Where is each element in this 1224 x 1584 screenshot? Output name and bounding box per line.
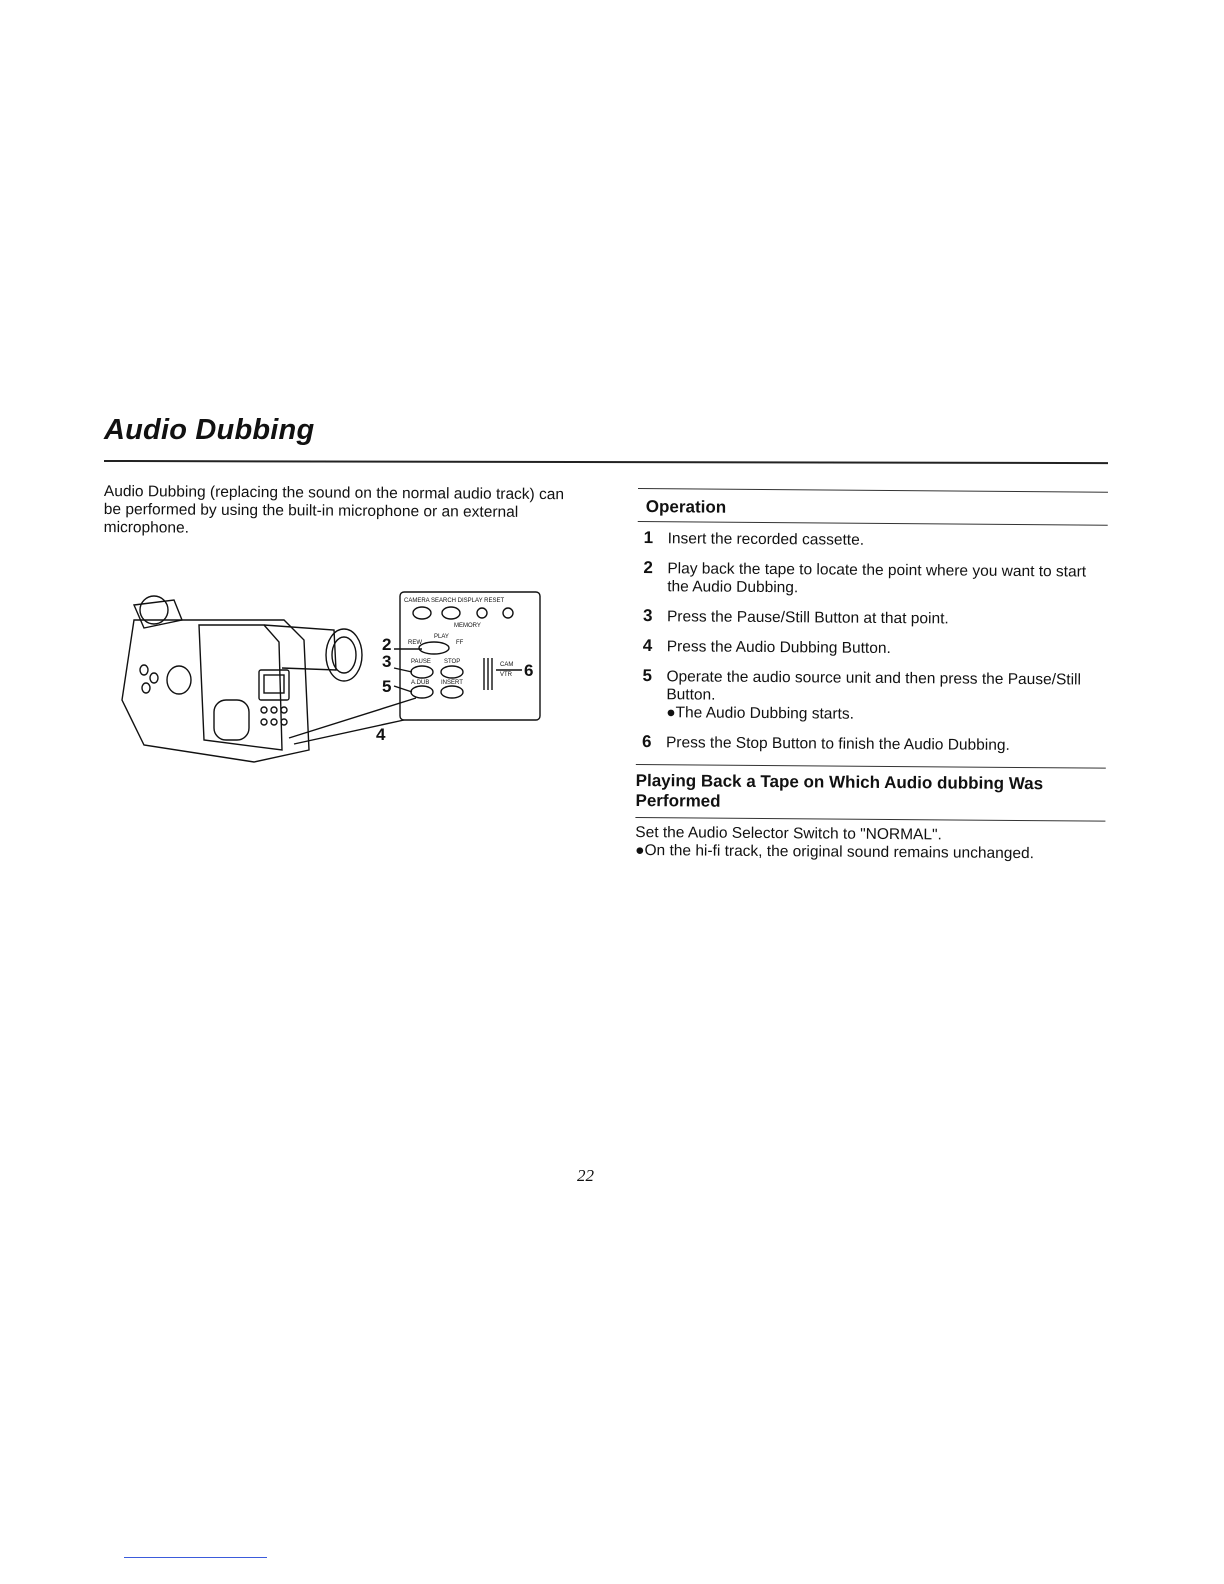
step-number: 5	[642, 666, 653, 686]
step-3	[637, 608, 1107, 630]
callout-4: 4	[376, 725, 386, 744]
step-text: Play back the tape to locate the point where you want to start the Audio Dubbing.	[667, 560, 1087, 597]
page-number: 22	[577, 1166, 594, 1185]
playback-instruction: Set the Audio Selector Switch to "NORMAL".	[635, 823, 942, 844]
step-text: Press the Stop Button to finish the Audio Dubbing.	[665, 734, 1010, 754]
playback-text	[635, 824, 1105, 864]
camcorder-illustration	[104, 580, 554, 780]
step-1	[638, 530, 1108, 552]
callout-3: 3	[382, 652, 392, 671]
panel-label-adub: A.DUB	[411, 680, 430, 686]
step-number: 6	[641, 732, 652, 752]
step-6	[636, 734, 1106, 756]
panel-label-play: PLAY	[434, 634, 449, 640]
lens	[264, 625, 336, 670]
panel-label-vtr: VTR	[500, 672, 512, 678]
operation-heading-rule	[638, 521, 1108, 526]
playback-note: ●On the hi-fi track, the original sound remains unchanged.	[635, 841, 1035, 863]
step-number: 4	[642, 636, 653, 656]
step-text: Insert the recorded cassette.	[667, 530, 865, 549]
panel-label-cam: CAM	[500, 662, 514, 668]
footer-rule	[124, 1557, 267, 1558]
operation-top-rule	[638, 488, 1108, 493]
step-5	[636, 668, 1106, 726]
step-4	[637, 638, 1107, 660]
panel-label-stop: STOP	[444, 659, 461, 665]
panel-label-pause: PAUSE	[411, 659, 431, 665]
step-number: 1	[643, 528, 654, 548]
callout-6: 6	[524, 661, 534, 680]
callout-2: 2	[382, 635, 392, 654]
title-rule	[104, 460, 1108, 464]
panel-label-row1: CAMERA SEARCH DISPLAY RESET	[404, 598, 505, 604]
playback-heading-rule	[635, 817, 1105, 822]
step-text: Operate the audio source unit and then press the Pause/Still Button.	[666, 668, 1082, 704]
operation-steps	[636, 530, 1108, 756]
playback-heading: Playing Back a Tape on Which Audio dubbing Was Performed	[635, 770, 1044, 811]
step-number: 3	[642, 606, 653, 626]
callout-5: 5	[382, 677, 392, 696]
panel-label-ff: FF	[456, 640, 464, 646]
intro-paragraph: Audio Dubbing (replacing the sound on the normal audio track) can be performed by using the built-in microphone or an external microphone.	[103, 483, 565, 537]
step-text: Press the Pause/Still Button at that point.	[666, 608, 949, 628]
panel-label-insert: INSERT	[441, 680, 463, 686]
step-number: 2	[643, 558, 653, 578]
step-2	[637, 560, 1107, 600]
playback-top-rule	[636, 764, 1106, 769]
panel-label-rew: REW	[408, 640, 422, 646]
operation-heading: Operation	[645, 497, 727, 517]
operation-column	[635, 488, 1108, 864]
panel-label-memory: MEMORY	[454, 623, 481, 629]
step-note: ●The Audio Dubbing starts.	[666, 704, 855, 723]
page-title: Audio Dubbing	[104, 414, 315, 446]
step-text: Press the Audio Dubbing Button.	[666, 638, 891, 657]
